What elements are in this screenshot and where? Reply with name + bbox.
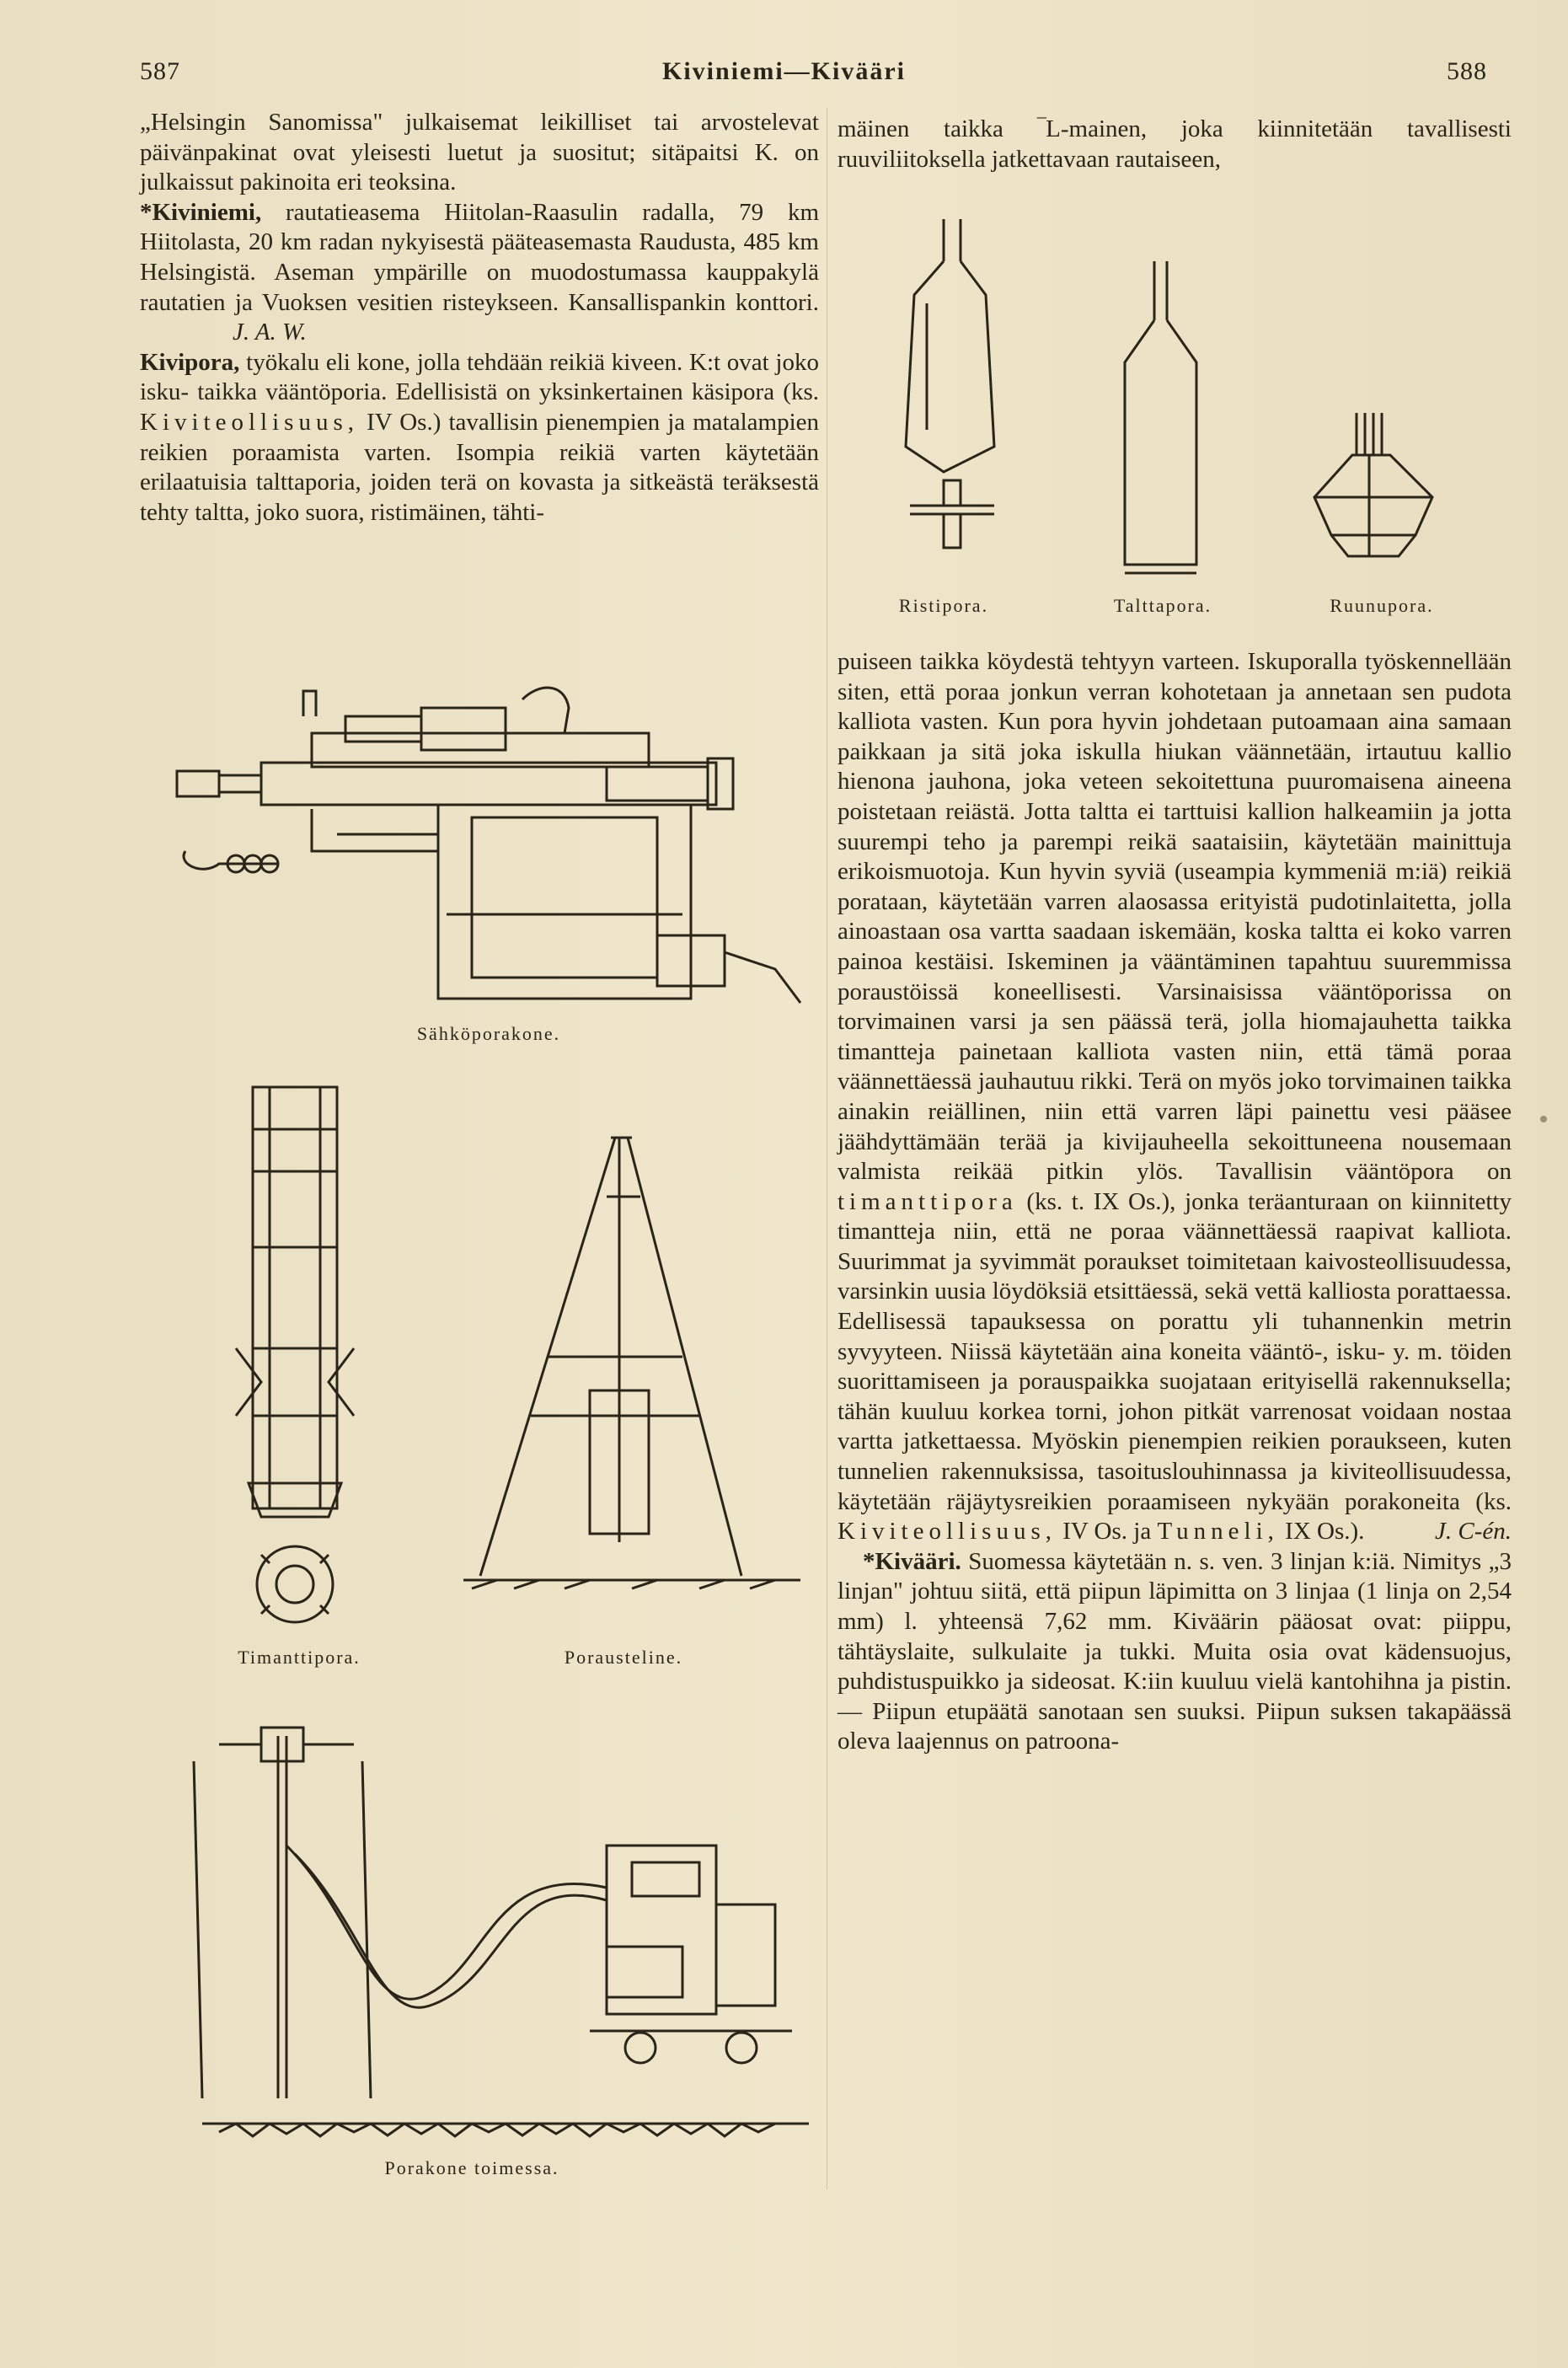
cross-reference: Kiviteollisuus, bbox=[838, 1518, 1057, 1546]
entry-kivaari bbox=[838, 1547, 1512, 1757]
entry-text: Suomessa käytetään n. s. ven. 3 linjan k:iä. Nimitys „3 linjan" johtuu siitä, että piipun läpimitta on 3 linjaa (1 linja on 2,54 mm) l. yhteensä 7,62 mm. Kiväärin pääosat ovat: piippu, tähtäyslaite, sulkulaite ja tukki. Muita osia ovat kädensuojus, puhdistuspuikko ja sideosat. K:iin kuuluu vielä kantohihna ja pistin. — Piipun etupäätä sanotaan sen suuksi. Piipun suksen takapäässä oleva laajennus on patroona- bbox=[838, 1547, 1512, 1755]
entry-headword: *Kivääri. bbox=[863, 1547, 961, 1575]
cross-reference: Kiviteollisuus, bbox=[140, 408, 359, 436]
left-page-number: 587 bbox=[140, 57, 180, 85]
entry-text: IV Os.) tavallisin pienempien ja matalampien reikien poraamista varten. Isompia reikiä varten käytetään erilaatuisia talttaporia, joiden terä on kovasta ja sitkeästä teräksestä tehty taltta, joko suora, ristimäinen, tähti- bbox=[140, 408, 819, 526]
right-page-number: 588 bbox=[1447, 57, 1487, 85]
caption-ristipora: Ristipora. bbox=[898, 595, 989, 616]
diamond-drill-figure bbox=[202, 1079, 388, 1643]
caption-timanttipora: Timanttipora. bbox=[238, 1647, 361, 1668]
entry-kiviniemi bbox=[140, 198, 819, 348]
ristipora-drawing bbox=[906, 219, 994, 548]
entry-headword: *Kiviniemi, bbox=[140, 198, 262, 226]
right-column-top bbox=[838, 115, 1512, 174]
entry-signature: J. C-én. bbox=[1435, 1518, 1512, 1546]
caption-porausteline: Porausteline. bbox=[564, 1647, 683, 1668]
cross-reference: timanttipora bbox=[838, 1187, 1018, 1215]
caption-porakone-toimessa: Porakone toimessa. bbox=[384, 2157, 559, 2178]
body-text: IX Os.). bbox=[1278, 1518, 1365, 1546]
entry-headword: Kivipora, bbox=[140, 348, 240, 376]
paragraph-kivipora-continued bbox=[838, 647, 1512, 1547]
entry-text: työkalu eli kone, jolla tehdään reikiä kiveen. K:t ovat joko isku- taikka vääntöporia. Edellisistä on yksinkertainen käsipora (ks. bbox=[140, 348, 819, 406]
caption-sahkoporakone: Sähköporakone. bbox=[416, 1023, 561, 1044]
body-text: (ks. t. IX Os.), jonka teräanturaan on kiinnitetty timantteja niin, että ne poraa väännettäessä raapivat kalliota. Suurimmat ja syvimmät poraukset toimitetaan kaivosteollisuudessa, varsinkin uusia löydöksiä etsittäessä, sekä vettä kalliosta porattaessa. Edellisessä tapauksessa on porattu yli tuhannenkin metrin syvyyteen. Niissä käytetään aina koneita vääntö-, isku- y. m. töiden suorittamiseen ja porauspaikka suojataan erityisellä rakennuksella; tähän kuuluu korkea torni, johon pitkät varrenosat voidaan nostaa vartta jatkettaessa. Myöskin pienempien reikien poraukseen, kuten tunnelien rakennuksissa, tasoituslouhinnassa ja kiviteollisuudessa, käytetään räjäytysreikien poraamiseen nykyään porakoneita (ks. bbox=[838, 1187, 1512, 1515]
left-column bbox=[140, 108, 819, 528]
running-title: Kiviniemi—Kivääri bbox=[662, 57, 906, 85]
entry-kivipora bbox=[140, 348, 819, 528]
electric-drill-figure bbox=[169, 683, 809, 1020]
body-text: IV Os. ja bbox=[1056, 1518, 1158, 1546]
talttapora-drawing bbox=[1125, 261, 1196, 573]
caption-ruunupora: Ruunupora. bbox=[1330, 595, 1434, 616]
entry-text: rautatieasema Hiitolan-Raasulin radalla, 79 km Hiitolasta, 20 km radan nykyisestä pääteasemasta Raudusta, 485 km Helsingistä. Aseman ympärille on muodostumassa kauppakylä rautatien ja Vuoksen vesitien risteykseen. Kansallispankin konttori. bbox=[140, 198, 819, 316]
paragraph-sanomissa: „Helsingin Sanomissa" julkaisemat leikilliset tai arvostelevat päivänpakinat ovat yleisesti luetut ja suositut; sitäpaitsi K. on julkaissut pakinoita eri teoksina. bbox=[140, 109, 819, 196]
caption-talttapora: Talttapora. bbox=[1113, 595, 1212, 616]
entry-signature: J. A. W. bbox=[233, 319, 307, 346]
continuation-text: mäinen taikka ‾L-mainen, joka kiinnitetään tavallisesti ruuviliitoksella jatkettavaan rautaiseen, bbox=[838, 115, 1512, 173]
margin-spot bbox=[1540, 1116, 1547, 1122]
ruunupora-drawing bbox=[1314, 413, 1432, 556]
drill-in-action-figure bbox=[169, 1694, 817, 2140]
drilling-rig-figure bbox=[463, 1121, 800, 1593]
body-text: puiseen taikka köydestä tehtyyn varteen. Iskuporalla työskennellään siten, että poraa jonkun verran kohotetaan ja annetaan sen pudota kalliota vasten. Kun pora hyvin johdetaan putoamaan aina samaan paikkaan ja sitä joka iskulla hiukan väännetään, irtautuu kallio hienona jauhona, joka veteen sekoitettuna puuromaisena aineena poistetaan reiästä. Jotta taltta ei tarttuisi kallion halkeamiin ja jotta suurempi teho ja parempi reikä saataisiin, käytetään mainittuja erikoismuotoja. Kun hyvin syviä (useampia kymmeniä m:iä) reikiä porataan, käytetään varren alaosassa erityistä pudotinlaitetta, jolla ainoastaan osa vartta saadaan iskemään, koska taltta ei koko varren painoa kestäisi. Iskeminen ja vääntäminen tapahtuu suuremmissa poraustöissä koneellisesti. Varsinaisissa vääntöporissa on torvimainen varsi ja sen päässä terä, jolla hiomajauhetta taikka timantteja painetaan kalliota vasten niin, että tämä poraa väännettäessä jauhautuu rikki. Terä on myös joko torvimainen taikka ainakin reiällinen, niin että varren läpi painettu vesi pääsee jäähdyttämään terää ja kivijauheella sekoittuneena nousemaan valmista reikää pitkin ylös. Tavallisin vääntöpora on bbox=[838, 648, 1512, 1186]
drill-bits-figure bbox=[876, 202, 1500, 581]
cross-reference: Tunneli, bbox=[1157, 1518, 1279, 1546]
right-column-main bbox=[838, 647, 1512, 1757]
